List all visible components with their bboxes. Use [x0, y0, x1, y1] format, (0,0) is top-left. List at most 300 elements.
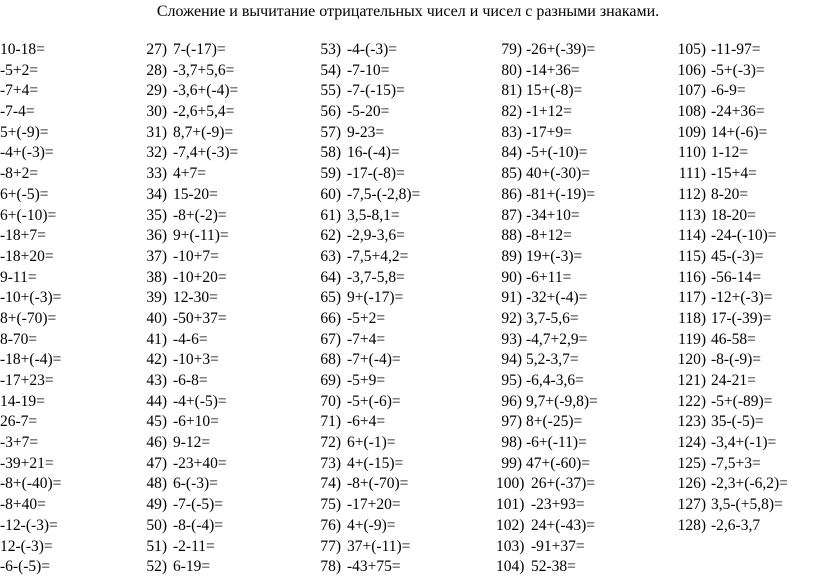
problem-item [671, 206, 788, 227]
problem-expression: -7+4= [0, 82, 39, 100]
problem-item [144, 81, 238, 102]
problem-item [496, 350, 598, 371]
problem-expression: 24-21= [711, 372, 756, 389]
problem-item [496, 61, 598, 82]
problem-item [318, 143, 420, 164]
problem-number: 49) [146, 496, 167, 514]
problem-expression: 4+(-9)= [347, 516, 396, 534]
problem-expression: -2,6+5,4= [173, 103, 235, 121]
problem-number: 73) [320, 454, 341, 472]
problem-expression: -3,6+(-4)= [173, 82, 239, 100]
problem-item [144, 392, 238, 413]
problem-item [144, 474, 238, 495]
problem-expression: -8+12= [526, 227, 572, 245]
problem-item [0, 247, 61, 268]
problem-number: 81) [501, 82, 522, 100]
problem-expression: -39+21= [0, 454, 54, 472]
problem-expression: -6+4= [347, 413, 386, 431]
problem-number: 67) [320, 330, 341, 348]
problem-expression: 47+(-60)= [526, 454, 590, 472]
problem-number: 79) [501, 41, 522, 58]
problem-item [671, 81, 788, 102]
problem-item [144, 516, 238, 537]
problem-number: 121) [677, 372, 706, 389]
problem-expression: 15-20= [173, 185, 218, 203]
problem-number: 91) [501, 289, 522, 307]
problem-item [0, 412, 61, 433]
problem-expression: -6,4-3,6= [526, 372, 584, 389]
problem-expression: -7,5-(-2,8)= [347, 185, 421, 203]
problem-item [671, 350, 788, 371]
problem-expression: -17+9= [526, 123, 572, 141]
problem-item [671, 123, 788, 144]
problem-item [496, 516, 598, 537]
problem-item [144, 61, 238, 82]
problem-expression: -6+10= [173, 413, 219, 431]
problem-item [318, 61, 420, 82]
problem-number: 127) [677, 496, 706, 514]
problem-column-3 [318, 40, 420, 578]
problem-item [318, 164, 420, 185]
problem-expression: 8,7+(-9)= [173, 123, 234, 141]
problem-item [144, 40, 238, 61]
problem-item [0, 102, 61, 123]
problem-number: 90) [501, 268, 522, 286]
problem-expression: -8+(-70)= [347, 475, 409, 493]
problem-expression: -18+20= [0, 247, 54, 265]
problem-column-2 [144, 40, 238, 578]
problem-number: 102) [496, 516, 525, 534]
problem-expression: 6+(-10)= [0, 206, 57, 224]
problem-item [144, 371, 238, 392]
problem-expression: 14+(-6)= [711, 123, 768, 141]
problem-item [144, 268, 238, 289]
problem-expression: -18+(-4)= [0, 351, 62, 369]
problem-expression: -50+37= [173, 309, 227, 327]
problem-item [144, 350, 238, 371]
problem-expression: 9-11= [0, 268, 37, 286]
problem-item [318, 474, 420, 495]
problem-item [671, 516, 788, 537]
problem-expression: 12-30= [173, 289, 218, 307]
problem-number: 95) [501, 372, 522, 389]
problem-expression: -4+(-3)= [0, 144, 54, 162]
problem-column-1 [0, 40, 61, 578]
problem-expression: -3,4+(-1)= [711, 434, 777, 452]
problem-number: 101) [496, 496, 525, 514]
problem-item [0, 268, 61, 289]
problem-expression: 17-(-39)= [711, 309, 772, 327]
problem-expression: -5+(-6)= [347, 392, 401, 410]
problem-number: 33) [146, 165, 167, 183]
problem-expression: 19+(-3)= [526, 247, 583, 265]
problem-expression: -3,7-5,8= [347, 268, 405, 286]
problem-item [496, 433, 598, 454]
problem-expression: -8-(-9)= [711, 351, 762, 369]
problem-item [318, 102, 420, 123]
problem-expression: -17-(-8)= [347, 165, 405, 183]
problem-number: 44) [146, 392, 167, 410]
problem-item [496, 164, 598, 185]
problem-number: 116) [678, 268, 706, 286]
problem-item [144, 164, 238, 185]
problem-number: 82) [501, 103, 522, 121]
problem-expression: -56-14= [711, 268, 762, 286]
problem-expression: -12-(-3)= [0, 516, 58, 534]
problem-number: 66) [320, 309, 341, 327]
problem-expression: 4+(-15)= [347, 454, 404, 472]
problem-expression: -1+12= [526, 103, 572, 121]
problem-expression: 5,2-3,7= [526, 351, 579, 369]
problem-number: 50) [146, 516, 167, 534]
problem-number: 113) [678, 206, 706, 224]
problem-expression: -8-(-4)= [173, 516, 224, 534]
problem-item [0, 185, 61, 206]
problem-number: 85) [501, 165, 522, 183]
problem-number: 109) [677, 123, 706, 141]
problem-item [0, 143, 61, 164]
problem-item [318, 40, 420, 61]
problem-number: 72) [320, 434, 341, 452]
problem-number: 103) [496, 537, 525, 555]
problem-number: 94) [501, 351, 522, 369]
problem-expression: -23+93= [531, 496, 585, 514]
problem-item [671, 309, 788, 330]
problem-expression: 1-12= [711, 144, 749, 162]
problem-item [0, 392, 61, 413]
problem-item [671, 392, 788, 413]
problem-item [318, 433, 420, 454]
problem-expression: -24-(-10)= [711, 227, 777, 245]
problem-expression: 8-70= [0, 330, 38, 348]
problem-item [496, 495, 598, 516]
problem-expression: -5+(-89)= [711, 392, 773, 410]
problem-item [496, 309, 598, 330]
problem-expression: 26+(-37)= [531, 475, 595, 493]
problem-expression: -91+37= [531, 537, 585, 555]
problem-item [318, 123, 420, 144]
problem-item [671, 268, 788, 289]
problem-item [144, 557, 238, 578]
problem-expression: -7,5+3= [711, 454, 761, 472]
problem-number: 117) [678, 289, 706, 307]
problem-item [0, 309, 61, 330]
problem-expression: 9-23= [347, 123, 385, 141]
problem-expression: -26+(-39)= [526, 41, 596, 58]
problem-expression: -34+10= [526, 206, 580, 224]
problem-expression: 12-(-3)= [0, 537, 53, 555]
problem-expression: -15+4= [711, 165, 757, 183]
problem-item [318, 288, 420, 309]
problem-expression: 52-38= [531, 558, 576, 576]
problem-item [671, 474, 788, 495]
problem-item [0, 81, 61, 102]
problem-item [144, 433, 238, 454]
problem-expression: -12+(-3)= [711, 289, 773, 307]
problem-number: 61) [320, 206, 341, 224]
problem-item [144, 123, 238, 144]
problem-number: 64) [320, 268, 341, 286]
problem-expression: -14+36= [526, 61, 580, 79]
problem-number: 88) [501, 227, 522, 245]
problem-expression: 5+(-9)= [0, 123, 49, 141]
problem-item [671, 288, 788, 309]
problem-item [0, 537, 61, 558]
problem-expression: -8+(-40)= [0, 475, 62, 493]
problem-item [318, 330, 420, 351]
problem-number: 43) [146, 372, 167, 389]
problem-number: 86) [501, 185, 522, 203]
problem-item [496, 412, 598, 433]
problem-expression: -17+20= [347, 496, 401, 514]
problem-number: 62) [320, 227, 341, 245]
problem-item [496, 81, 598, 102]
problem-item [496, 330, 598, 351]
problem-item [496, 206, 598, 227]
problem-expression: -10+20= [173, 268, 227, 286]
problem-item [318, 350, 420, 371]
problem-item [0, 40, 61, 61]
problem-expression: 46-58= [711, 330, 756, 348]
problem-number: 74) [320, 475, 341, 493]
problem-expression: -8+(-2)= [173, 206, 227, 224]
problem-expression: 9+(-11)= [173, 227, 229, 245]
problem-item [144, 143, 238, 164]
problem-number: 107) [677, 82, 706, 100]
problem-item [0, 226, 61, 247]
problem-expression: 8+(-25)= [526, 413, 583, 431]
problem-item [671, 226, 788, 247]
problem-number: 115) [678, 247, 706, 265]
problem-expression: -7-(-15)= [347, 82, 405, 100]
problem-expression: -81+(-19)= [526, 185, 596, 203]
problem-number: 104) [496, 558, 525, 576]
problem-item [0, 371, 61, 392]
problem-expression: -2-11= [173, 537, 215, 555]
problem-item [496, 371, 598, 392]
problem-number: 119) [678, 330, 706, 348]
problem-item [671, 495, 788, 516]
problem-expression: 18-20= [711, 206, 756, 224]
problem-expression: -5+(-10)= [526, 144, 588, 162]
problem-expression: -8+2= [0, 165, 39, 183]
problem-expression: -4-6= [173, 330, 208, 348]
problem-item [0, 454, 61, 475]
problem-number: 76) [320, 516, 341, 534]
problem-item [318, 268, 420, 289]
problem-item [496, 474, 598, 495]
problem-item [671, 40, 788, 61]
problem-expression: -18+7= [0, 227, 46, 245]
problem-number: 126) [677, 475, 706, 493]
problem-number: 48) [146, 475, 167, 493]
problem-item [671, 185, 788, 206]
problem-item [0, 288, 61, 309]
problem-number: 69) [320, 372, 341, 389]
problem-number: 30) [146, 103, 167, 121]
problem-expression: 6+(-5)= [0, 185, 49, 203]
problem-expression: -5+2= [347, 309, 386, 327]
problem-expression: -23+40= [173, 454, 227, 472]
problem-expression: -2,3+(-6,2)= [711, 475, 788, 493]
problem-expression: -32+(-4)= [526, 289, 588, 307]
problem-number: 41) [146, 330, 167, 348]
problem-expression: -6+(-11)= [526, 434, 587, 452]
problem-item [496, 392, 598, 413]
problem-number: 60) [320, 185, 341, 203]
problem-expression: -10+3= [173, 351, 219, 369]
problem-expression: -5+(-3)= [711, 61, 765, 79]
problem-number: 77) [320, 537, 341, 555]
problem-number: 27) [146, 41, 167, 58]
problem-number: 65) [320, 289, 341, 307]
problem-expression: -43+75= [347, 558, 401, 576]
problem-expression: 9-12= [173, 434, 211, 452]
problem-number: 31) [146, 123, 167, 141]
problem-number: 118) [678, 309, 706, 327]
problem-expression: -4,7+2,9= [526, 330, 588, 348]
problem-item [318, 516, 420, 537]
problem-number: 106) [677, 61, 706, 79]
problem-expression: -4+(-5)= [173, 392, 227, 410]
problem-number: 53) [320, 41, 341, 58]
problem-item [144, 412, 238, 433]
problem-number: 84) [501, 144, 522, 162]
problem-number: 39) [146, 289, 167, 307]
problem-expression: 3,5-(+5,8)= [711, 496, 783, 514]
problem-expression: 6+(-1)= [347, 434, 396, 452]
problem-item [144, 330, 238, 351]
problem-column-4 [496, 40, 598, 578]
problem-number: 34) [146, 185, 167, 203]
problem-number: 78) [320, 558, 341, 576]
problem-expression: -5+9= [347, 372, 386, 389]
problem-item [671, 102, 788, 123]
problem-number: 59) [320, 165, 341, 183]
problem-number: 36) [146, 227, 167, 245]
problem-expression: 6-19= [173, 558, 211, 576]
problem-number: 51) [146, 537, 167, 555]
problem-expression: -7-(-5)= [173, 496, 224, 514]
problem-number: 120) [677, 351, 706, 369]
problem-expression: -3,7+5,6= [173, 61, 235, 79]
problem-number: 28) [146, 61, 167, 79]
problem-number: 70) [320, 392, 341, 410]
problem-number: 89) [501, 247, 522, 265]
problem-item [671, 330, 788, 351]
problem-item [671, 454, 788, 475]
problem-number: 110) [678, 144, 706, 162]
problem-number: 29) [146, 82, 167, 100]
problem-expression: -7,5+4,2= [347, 247, 409, 265]
problem-item [496, 288, 598, 309]
problem-number: 100) [496, 475, 525, 493]
problem-expression: -7-4= [0, 103, 35, 121]
problem-item [318, 226, 420, 247]
problem-number: 47) [146, 454, 167, 472]
problem-number: 56) [320, 103, 341, 121]
problem-number: 96) [501, 392, 522, 410]
problem-item [144, 288, 238, 309]
problem-item [496, 454, 598, 475]
problem-number: 58) [320, 144, 341, 162]
problem-number: 54) [320, 61, 341, 79]
problem-expression: 9+(-17)= [347, 289, 404, 307]
problem-number: 105) [677, 41, 706, 58]
problem-column-5 [671, 40, 788, 537]
problem-item [0, 495, 61, 516]
problem-item [144, 247, 238, 268]
problem-item [318, 309, 420, 330]
problem-expression: -17+23= [0, 372, 54, 389]
problem-item [496, 537, 598, 558]
problem-number: 80) [501, 61, 522, 79]
problem-item [144, 495, 238, 516]
problem-item [0, 557, 61, 578]
problem-item [496, 102, 598, 123]
problem-number: 75) [320, 496, 341, 514]
problem-expression: 15+(-8)= [526, 82, 583, 100]
problem-number: 68) [320, 351, 341, 369]
problem-item [0, 206, 61, 227]
problem-expression: -24+36= [711, 103, 765, 121]
problem-item [496, 226, 598, 247]
problem-expression: -11-97= [711, 41, 761, 58]
problem-number: 114) [678, 227, 706, 245]
problem-expression: 6-(-3)= [173, 475, 218, 493]
problem-expression: 9,7+(-9,8)= [526, 392, 598, 410]
problem-expression: 8+(-70)= [0, 309, 57, 327]
problem-number: 98) [501, 434, 522, 452]
problem-number: 122) [677, 392, 706, 410]
problem-number: 57) [320, 123, 341, 141]
problem-item [496, 143, 598, 164]
problem-number: 87) [501, 206, 522, 224]
problem-item [0, 123, 61, 144]
problem-item [318, 392, 420, 413]
problem-expression: -7+4= [347, 330, 386, 348]
problem-expression: -3+7= [0, 434, 39, 452]
problem-expression: -6-(-5)= [0, 558, 51, 576]
problem-expression: 3,5-8,1= [347, 206, 400, 224]
problem-number: 52) [146, 558, 167, 576]
problem-expression: -5+2= [0, 61, 39, 79]
problem-expression: 45-(-3)= [711, 247, 764, 265]
problem-item [318, 185, 420, 206]
problem-expression: 10-18= [0, 41, 45, 58]
problem-item [318, 537, 420, 558]
problem-item [496, 247, 598, 268]
problem-number: 93) [501, 330, 522, 348]
problem-expression: -5-20= [347, 103, 390, 121]
problem-expression: -8+40= [0, 496, 46, 514]
problem-expression: 26-7= [0, 413, 38, 431]
problem-expression: 16-(-4)= [347, 144, 400, 162]
problem-item [496, 185, 598, 206]
problem-expression: 8-20= [711, 185, 749, 203]
problem-expression: -7-10= [347, 61, 390, 79]
problem-number: 124) [677, 434, 706, 452]
problem-expression: -6-8= [173, 372, 208, 389]
problem-item [671, 164, 788, 185]
problem-number: 97) [501, 413, 522, 431]
problem-item [671, 247, 788, 268]
problem-expression: -4-(-3)= [347, 41, 398, 58]
problem-item [318, 206, 420, 227]
problem-item [144, 454, 238, 475]
problem-number: 83) [501, 123, 522, 141]
problem-item [318, 495, 420, 516]
